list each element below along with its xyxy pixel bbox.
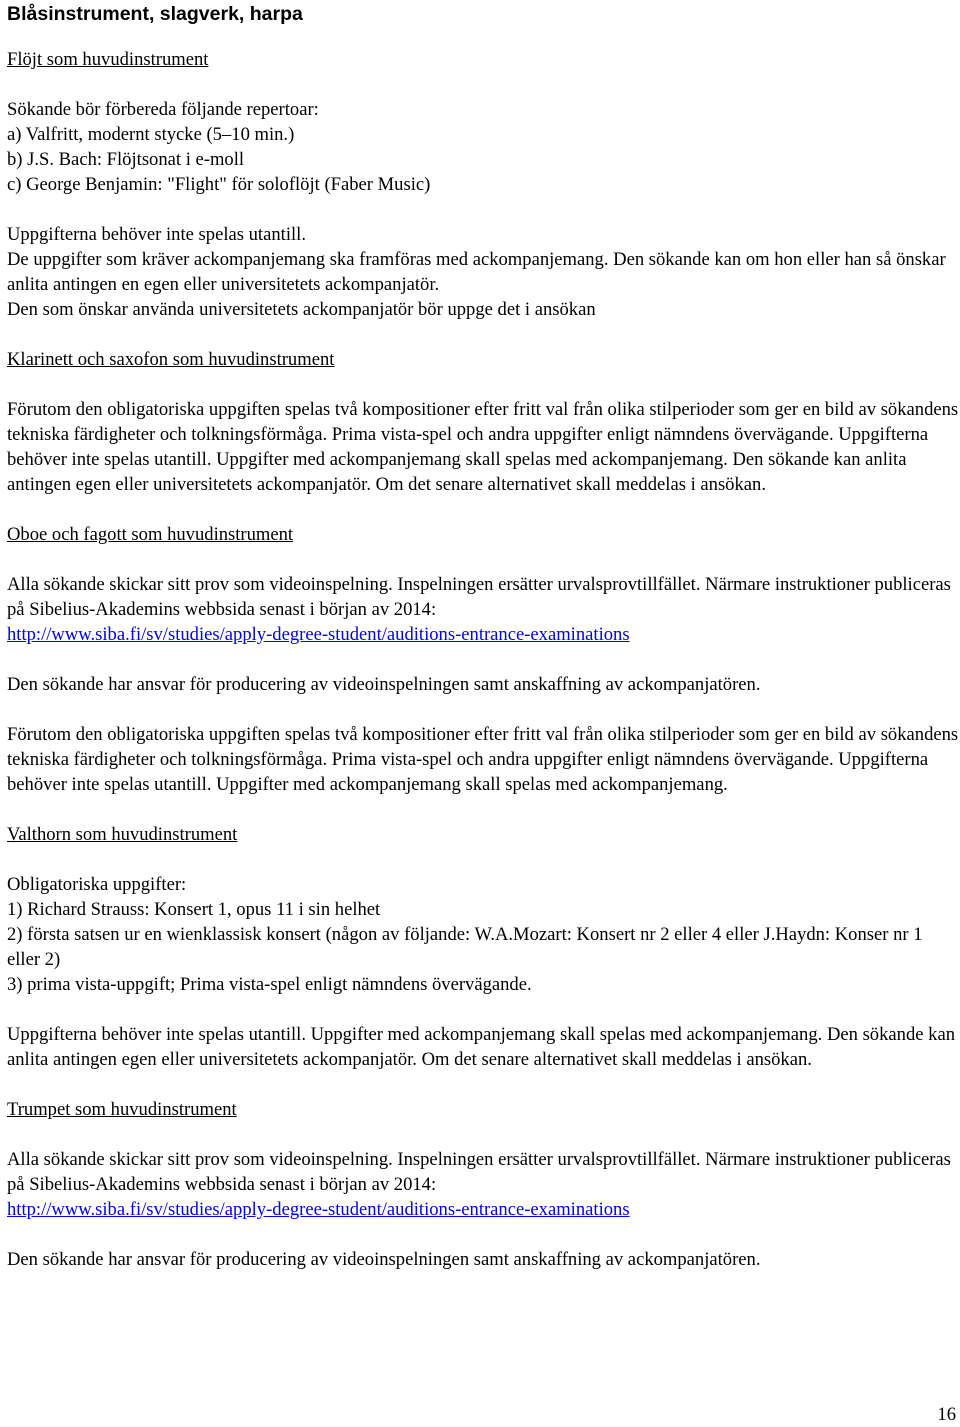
page-number: 16 bbox=[937, 1404, 956, 1425]
horn-text: Uppgifterna behöver inte spelas utantill. Uppgifter med ackompanjemang skall spelas med ackompanjemang. Den sökande kan anlita antingen egen eller universitetets ackompanjatör. Om det senare alternativet skall meddelas i ansökan. bbox=[7, 1024, 955, 1070]
oboe-link[interactable]: http://www.siba.fi/sv/studies/apply-degree-student/auditions-entrance-examinations bbox=[7, 624, 630, 645]
flute-note: Uppgifterna behöver inte spelas utantill. bbox=[7, 224, 306, 245]
trumpet-responsibility: Den sökande har ansvar för producering av videoinspelningen samt anskaffning av ackompanjatören. bbox=[7, 1249, 761, 1270]
horn-intro: Obligatoriska uppgifter: bbox=[7, 874, 187, 895]
page-heading: Blåsinstrument, slagverk, harpa bbox=[7, 3, 303, 25]
oboe-text-2: Förutom den obligatoriska uppgiften spelas två kompositioner efter fritt val från olika stilperioder som ger en bild av sökandens tekniska färdigheter och tolkningsförmåga. Prima vista-spel och andra uppgifter enligt nämndens övervägande. Uppgifterna behöver inte spelas utantill. Uppgifter med ackompanjemang skall spelas med ackompanjemang. bbox=[7, 724, 959, 795]
document-page bbox=[7, 0, 959, 1272]
clarinet-text: Förutom den obligatoriska uppgiften spelas två kompositioner efter fritt val från olika stilperioder som ger en bild av sökandens tekniska färdigheter och tolkningsförmåga. Prima vista-spel och andra uppgifter enligt nämndens övervägande. Uppgifterna behöver inte spelas utantill. Uppgifter med ackompanjemang skall spelas med ackompanjemang. Den sökande kan anlita antingen egen eller universitetets ackompanjatör. Om det senare alternativet skall meddelas i ansökan. bbox=[7, 399, 959, 495]
oboe-responsibility: Den sökande har ansvar för producering av videoinspelningen samt anskaffning av ackompanjatören. bbox=[7, 674, 761, 695]
horn-item: 1) Richard Strauss: Konsert 1, opus 11 i sin helhet bbox=[7, 899, 381, 920]
flute-item: b) J.S. Bach: Flöjtsonat i e-moll bbox=[7, 149, 245, 170]
trumpet-link[interactable]: http://www.siba.fi/sv/studies/apply-degree-student/auditions-entrance-examinations bbox=[7, 1199, 630, 1220]
flute-note: De uppgifter som kräver ackompanjemang ska framföras med ackompanjemang. Den sökande kan om hon eller han så önskar anlita antingen en egen eller universitetets ackompanjatör. bbox=[7, 249, 946, 295]
horn-item: 2) första satsen ur en wienklassisk konsert (någon av följande: W.A.Mozart: Konsert nr 2 eller 4 eller J.Haydn: Konser nr 1 eller 2) bbox=[7, 924, 923, 970]
section-title-trumpet: Trumpet som huvudinstrument bbox=[7, 1099, 237, 1120]
section-title-flute: Flöjt som huvudinstrument bbox=[7, 49, 209, 70]
section-title-clarinet: Klarinett och saxofon som huvudinstrument bbox=[7, 349, 335, 370]
flute-item: c) George Benjamin: "Flight" för soloflöjt (Faber Music) bbox=[7, 174, 431, 195]
section-title-oboe: Oboe och fagott som huvudinstrument bbox=[7, 524, 294, 545]
flute-intro: Sökande bör förbereda följande repertoar: bbox=[7, 99, 319, 120]
trumpet-text: Alla sökande skickar sitt prov som videoinspelning. Inspelningen ersätter urvalsprovtillfället. Närmare instruktioner publiceras på Sibelius-Akademins webbsida senast i början av 2014: bbox=[7, 1149, 951, 1195]
horn-item: 3) prima vista-uppgift; Prima vista-spel enligt nämndens övervägande. bbox=[7, 974, 532, 995]
flute-note: Den som önskar använda universitetets ackompanjatör bör uppge det i ansökan bbox=[7, 299, 596, 320]
oboe-text: Alla sökande skickar sitt prov som videoinspelning. Inspelningen ersätter urvalsprovtillfället. Närmare instruktioner publiceras på Sibelius-Akademins webbsida senast i början av 2014: bbox=[7, 574, 951, 620]
section-title-horn: Valthorn som huvudinstrument bbox=[7, 824, 238, 845]
flute-item: a) Valfritt, modernt stycke (5–10 min.) bbox=[7, 124, 295, 145]
